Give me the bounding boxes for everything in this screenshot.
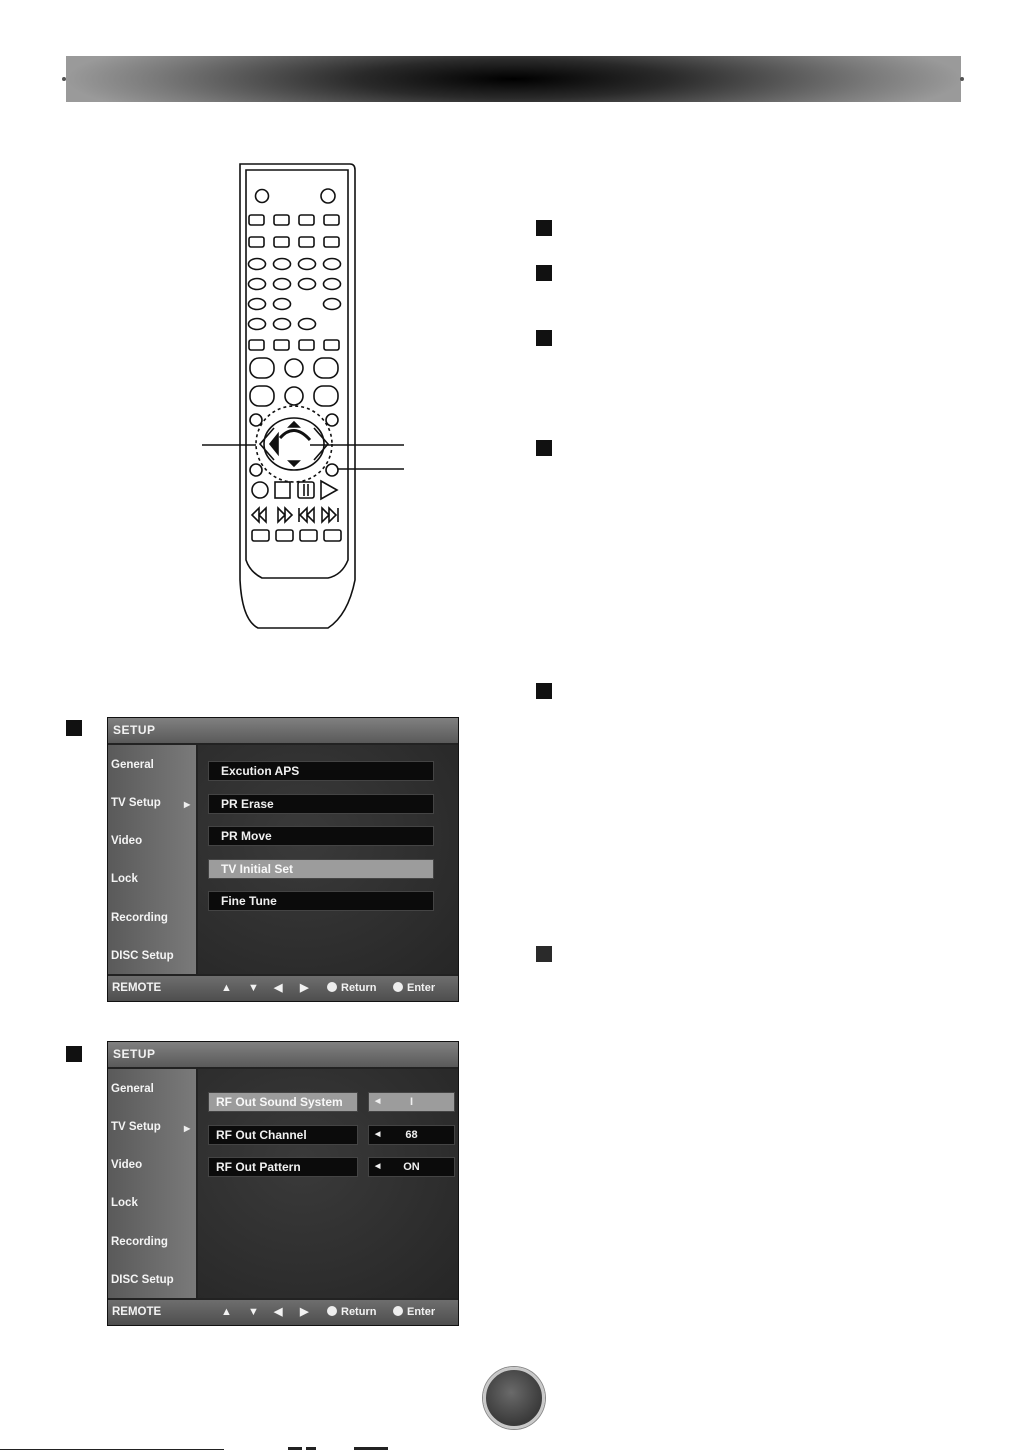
arrow-right-icon: ▶ xyxy=(184,1124,191,1133)
setup-sidebar xyxy=(108,745,198,975)
circle-icon xyxy=(393,1306,403,1316)
sidebar-item-recording[interactable]: Recording xyxy=(111,1236,168,1248)
menu-item-tv-initial-set[interactable]: TV Initial Set xyxy=(208,859,434,879)
value-rf-out-pattern[interactable]: ◀ ON xyxy=(368,1157,455,1177)
bottom-mark xyxy=(306,1447,316,1450)
up-arrow-icon: ▲ xyxy=(221,982,232,994)
remote-control-icon xyxy=(200,160,440,640)
step-marker-6 xyxy=(536,946,552,962)
sidebar-item-general[interactable]: General xyxy=(111,759,154,771)
footer-remote-label: REMOTE xyxy=(112,982,162,994)
return-hint: Return xyxy=(327,1300,376,1324)
header-banner xyxy=(66,56,961,102)
step-marker-1 xyxy=(536,220,552,236)
sidebar-item-recording[interactable]: Recording xyxy=(111,912,168,924)
menu-item-pr-move[interactable]: PR Move xyxy=(208,826,434,846)
value-rf-out-channel[interactable]: ◀ 68 xyxy=(368,1125,455,1145)
enter-hint: Enter xyxy=(393,1300,435,1324)
menu-item-pr-erase[interactable]: PR Erase xyxy=(208,794,434,814)
sidebar-item-disc-setup[interactable]: DISC Setup xyxy=(111,1274,174,1286)
setup-main-panel xyxy=(198,745,458,975)
sidebar-item-lock[interactable]: Lock xyxy=(111,1197,138,1209)
sidebar-item-video[interactable]: Video xyxy=(111,1159,143,1171)
sidebar-item-disc-setup[interactable]: DISC Setup xyxy=(111,950,174,962)
setting-rf-out-pattern[interactable]: RF Out Pattern xyxy=(208,1157,358,1177)
step-marker-5 xyxy=(536,683,552,699)
banner-dot xyxy=(62,77,66,81)
right-arrow-icon: ▶ xyxy=(300,982,309,994)
step-marker-4 xyxy=(536,440,552,456)
step-marker-2 xyxy=(536,265,552,281)
down-arrow-icon: ▼ xyxy=(248,1306,259,1318)
enter-hint: Enter xyxy=(393,976,435,1000)
arrow-left-icon: ◀ xyxy=(375,1098,381,1105)
remote-footer xyxy=(108,1298,458,1325)
bottom-mark xyxy=(354,1447,388,1450)
bottom-rule xyxy=(0,1449,224,1450)
banner-dot xyxy=(960,77,964,81)
left-arrow-icon: ◀ xyxy=(274,982,283,994)
setup-screen-2 xyxy=(107,1041,459,1326)
up-arrow-icon: ▲ xyxy=(221,1306,232,1318)
sidebar-item-tv-setup[interactable]: TV Setup xyxy=(111,797,161,809)
remote-footer xyxy=(108,974,458,1001)
setup-sidebar xyxy=(108,1069,198,1299)
bottom-mark xyxy=(288,1447,302,1450)
sidebar-item-general[interactable]: General xyxy=(111,1083,154,1095)
step-marker-3 xyxy=(536,330,552,346)
footer-remote-label: REMOTE xyxy=(112,1306,162,1318)
screen1-marker xyxy=(66,720,82,736)
circle-icon xyxy=(327,1306,337,1316)
circle-icon xyxy=(327,982,337,992)
menu-item-excution-aps[interactable]: Excution APS xyxy=(208,761,434,781)
circle-icon xyxy=(393,982,403,992)
screen2-marker xyxy=(66,1046,82,1062)
sidebar-item-video[interactable]: Video xyxy=(111,835,143,847)
sidebar-item-lock[interactable]: Lock xyxy=(111,873,138,885)
value-rf-out-sound-system[interactable]: ◀ I xyxy=(368,1092,455,1112)
down-arrow-icon: ▼ xyxy=(248,982,259,994)
left-arrow-icon: ◀ xyxy=(274,1306,283,1318)
page-number-badge xyxy=(483,1367,545,1429)
arrow-left-icon: ◀ xyxy=(375,1163,381,1170)
screen-title: SETUP xyxy=(108,1042,458,1069)
menu-item-fine-tune[interactable]: Fine Tune xyxy=(208,891,434,911)
right-arrow-icon: ▶ xyxy=(300,1306,309,1318)
setting-rf-out-channel[interactable]: RF Out Channel xyxy=(208,1125,358,1145)
arrow-left-icon: ◀ xyxy=(375,1131,381,1138)
sidebar-item-tv-setup[interactable]: TV Setup xyxy=(111,1121,161,1133)
screen-title: SETUP xyxy=(108,718,458,745)
return-hint: Return xyxy=(327,976,376,1000)
setup-main-panel xyxy=(198,1069,458,1299)
setting-rf-out-sound-system[interactable]: RF Out Sound System xyxy=(208,1092,358,1112)
arrow-right-icon: ▶ xyxy=(184,800,191,809)
setup-screen-1 xyxy=(107,717,459,1002)
